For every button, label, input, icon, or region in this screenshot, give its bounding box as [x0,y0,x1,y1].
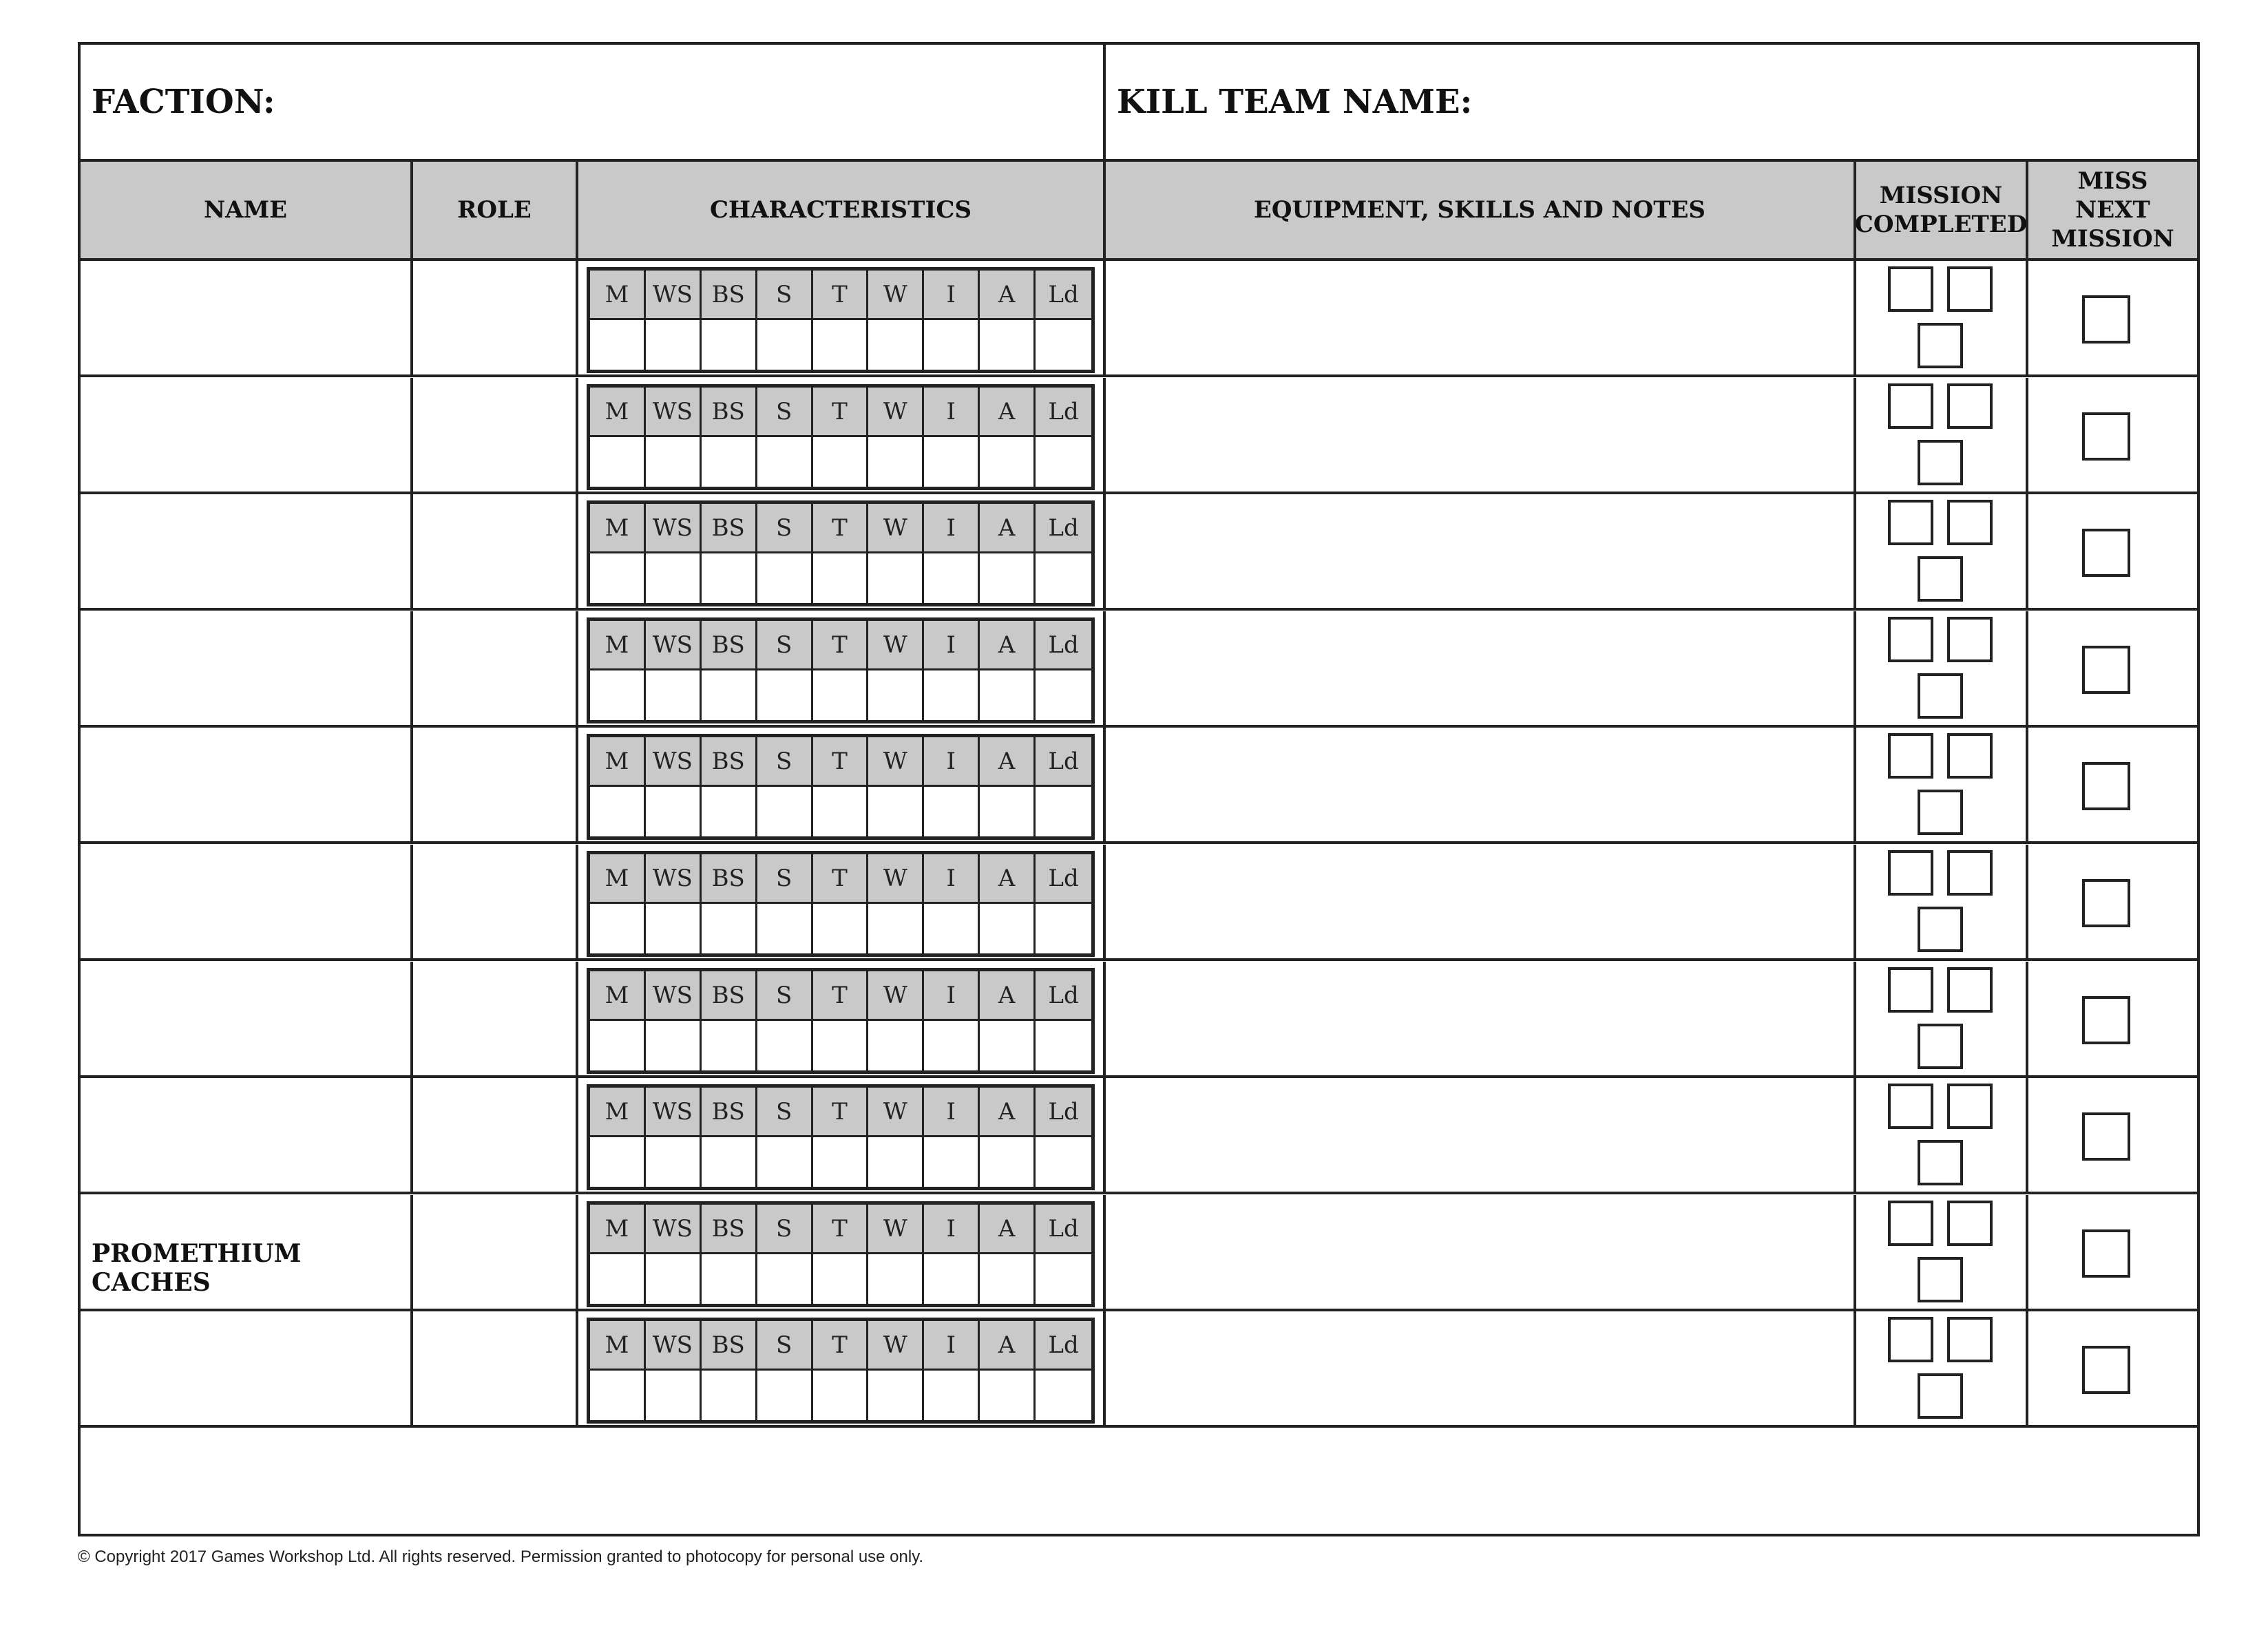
stat-value-field[interactable] [590,1137,646,1187]
equipment-notes-field[interactable] [1106,728,1856,841]
stat-value-field[interactable] [646,320,702,370]
stat-label: I [924,737,980,787]
column-header-characteristics: CHARACTERISTICS [578,162,1106,258]
stat-value-field[interactable] [1036,904,1091,953]
miss-next-mission-checkbox[interactable] [2082,646,2130,694]
stat-label: T [813,1321,869,1371]
stats-grid [587,968,1095,1074]
column-header-name: NAME [81,162,413,258]
stat-value-field[interactable] [757,553,813,603]
stat-label: W [868,971,924,1021]
miss-next-mission-cell [2028,845,2197,958]
copyright-notice: © Copyright 2017 Games Workshop Ltd. All rights reserved. Permission granted to photocopy for personal use only. [78,1547,924,1566]
stat-label: WS [646,1205,702,1254]
mission-completed-checkbox[interactable] [1947,500,1993,545]
mission-completed-checkbox[interactable] [1947,617,1993,662]
stat-label: W [868,504,924,553]
stat-label: W [868,621,924,670]
stat-label: S [757,621,813,670]
faction-field[interactable] [81,45,1106,159]
mission-completed-checkbox[interactable] [1918,1140,1963,1185]
stat-label: BS [702,504,757,553]
stat-value-field[interactable] [868,437,924,487]
miss-next-mission-cell [2028,962,2197,1075]
stat-label: BS [702,737,757,787]
stat-value-field[interactable] [813,787,869,836]
stat-value-field[interactable] [1036,670,1091,720]
stat-value-field[interactable] [757,787,813,836]
stat-label: M [590,621,646,670]
stat-label: S [757,1088,813,1137]
table-row [81,728,2197,844]
stat-value-field[interactable] [924,904,980,953]
stat-value-field[interactable] [980,1371,1036,1420]
stat-value-field[interactable] [813,670,869,720]
stat-label: WS [646,504,702,553]
stat-value-field[interactable] [813,1371,869,1420]
miss-next-mission-cell [2028,261,2197,374]
stat-label: Ld [1036,388,1091,437]
name-field[interactable] [81,845,413,958]
stat-label: BS [702,621,757,670]
stat-value-field[interactable] [1036,1137,1091,1187]
miss-next-mission-checkbox[interactable] [2082,996,2130,1044]
stat-value-field[interactable] [813,1021,869,1070]
stat-value-field[interactable] [868,553,924,603]
stat-label: W [868,854,924,904]
stat-label: M [590,737,646,787]
stat-value-field[interactable] [646,1371,702,1420]
stat-value-field[interactable] [1036,1021,1091,1070]
stat-label: Ld [1036,1205,1091,1254]
stat-value-field[interactable] [757,320,813,370]
role-field[interactable] [413,494,578,608]
stat-value-field[interactable] [646,1137,702,1187]
stat-label: BS [702,1321,757,1371]
stat-label: W [868,1205,924,1254]
mission-completed-checkbox[interactable] [1888,850,1933,896]
stat-label: WS [646,388,702,437]
table-row [81,845,2197,961]
stat-label: BS [702,971,757,1021]
stat-value-field[interactable] [757,1137,813,1187]
stat-label: A [980,271,1036,320]
table-row [81,494,2197,611]
stat-label: M [590,388,646,437]
equipment-notes-field[interactable] [1106,962,1856,1075]
stat-label: S [757,504,813,553]
stat-value-field[interactable] [1036,787,1091,836]
stat-label: Ld [1036,271,1091,320]
mission-completed-checkbox[interactable] [1888,733,1933,779]
stat-value-field[interactable] [757,437,813,487]
stat-label: T [813,504,869,553]
name-field[interactable] [81,962,413,1075]
role-field[interactable] [413,611,578,725]
characteristics-cell [578,1311,1106,1425]
miss-next-mission-cell [2028,1078,2197,1192]
stat-value-field[interactable] [980,320,1036,370]
stat-value-field[interactable] [868,670,924,720]
stat-label: W [868,388,924,437]
stat-label: Ld [1036,1321,1091,1371]
stat-label: Ld [1036,504,1091,553]
stat-value-field[interactable] [757,670,813,720]
stat-value-field[interactable] [868,904,924,953]
table-row [81,962,2197,1078]
stat-value-field[interactable] [813,320,869,370]
stat-label: S [757,388,813,437]
miss-next-mission-cell [2028,728,2197,841]
stat-value-field[interactable] [702,553,757,603]
column-header-role: ROLE [413,162,578,258]
name-field[interactable] [81,1311,413,1425]
stat-value-field[interactable] [813,553,869,603]
mission-completed-cell [1856,494,2028,608]
stat-label: S [757,854,813,904]
promethium-caches-row [81,1208,2197,1327]
equipment-notes-field[interactable] [1106,845,1856,958]
stat-label: Ld [1036,854,1091,904]
stat-value-field[interactable] [702,1137,757,1187]
miss-next-mission-checkbox[interactable] [2082,762,2130,810]
characteristics-cell [578,261,1106,374]
stat-value-field[interactable] [702,1021,757,1070]
stat-value-field[interactable] [980,437,1036,487]
stat-label: M [590,1321,646,1371]
stat-label: T [813,737,869,787]
stat-label: A [980,621,1036,670]
stat-value-field[interactable] [924,320,980,370]
characteristics-cell [578,494,1106,608]
mission-completed-checkbox[interactable] [1888,383,1933,429]
stat-label: S [757,271,813,320]
stat-label: S [757,1205,813,1254]
stat-label: M [590,854,646,904]
stat-label: S [757,737,813,787]
stat-value-field[interactable] [980,553,1036,603]
mission-completed-checkbox[interactable] [1918,1024,1963,1069]
stat-value-field[interactable] [980,1137,1036,1187]
mission-completed-cell [1856,1311,2028,1425]
stats-grid [587,1318,1095,1424]
stat-value-field[interactable] [757,1371,813,1420]
stat-value-field[interactable] [868,1371,924,1420]
stat-value-field[interactable] [1036,437,1091,487]
stat-label: BS [702,1205,757,1254]
stat-value-field[interactable] [1036,553,1091,603]
table-row [81,611,2197,728]
stat-label: Ld [1036,737,1091,787]
role-field[interactable] [413,962,578,1075]
stat-label: M [590,271,646,320]
stat-label: W [868,1321,924,1371]
column-header-row [81,162,2197,261]
mission-completed-checkbox[interactable] [1918,440,1963,485]
stat-label: BS [702,854,757,904]
mission-completed-cell [1856,378,2028,492]
stats-grid [587,617,1095,723]
stat-label: WS [646,854,702,904]
stat-value-field[interactable] [924,1021,980,1070]
miss-next-mission-checkbox[interactable] [2082,1112,2130,1161]
stat-value-field[interactable] [924,787,980,836]
mission-completed-checkbox[interactable] [1918,907,1963,952]
stat-label: W [868,271,924,320]
stat-label: I [924,271,980,320]
stat-label: WS [646,621,702,670]
miss-next-mission-cell [2028,611,2197,725]
stat-label: I [924,504,980,553]
stat-value-field[interactable] [646,787,702,836]
mission-completed-cell [1856,261,2028,374]
miss-next-mission-checkbox[interactable] [2082,412,2130,461]
equipment-notes-field[interactable] [1106,378,1856,492]
name-field[interactable] [81,378,413,492]
stats-grid [587,1084,1095,1190]
mission-completed-checkbox[interactable] [1888,266,1933,312]
role-field[interactable] [413,378,578,492]
mission-completed-checkbox[interactable] [1947,967,1993,1013]
mission-completed-cell [1856,611,2028,725]
stat-value-field[interactable] [924,1137,980,1187]
promethium-caches-label: PROMETHIUM CACHES [81,1208,413,1327]
faction-label: FACTION: [92,83,275,121]
miss-next-mission-checkbox[interactable] [2082,295,2130,344]
stat-value-field[interactable] [868,1137,924,1187]
stat-label: I [924,1205,980,1254]
stat-value-field[interactable] [813,904,869,953]
mission-completed-checkbox[interactable] [1918,323,1963,368]
stat-label: T [813,854,869,904]
stat-label: A [980,854,1036,904]
stat-value-field[interactable] [646,437,702,487]
stat-value-field[interactable] [702,437,757,487]
stat-label: I [924,854,980,904]
stat-value-field[interactable] [590,553,646,603]
mission-completed-checkbox[interactable] [1947,266,1993,312]
stat-value-field[interactable] [590,437,646,487]
mission-completed-checkbox[interactable] [1947,1084,1993,1129]
stat-label: W [868,737,924,787]
stat-value-field[interactable] [590,670,646,720]
stat-value-field[interactable] [590,787,646,836]
stat-value-field[interactable] [980,670,1036,720]
stats-grid [587,851,1095,957]
stat-value-field[interactable] [590,904,646,953]
stat-label: A [980,388,1036,437]
stat-value-field[interactable] [924,437,980,487]
promethium-caches-field[interactable] [413,1208,1106,1327]
mission-completed-checkbox[interactable] [1888,1084,1933,1129]
stat-label: WS [646,1088,702,1137]
stat-label: A [980,737,1036,787]
stat-label: BS [702,271,757,320]
mission-completed-checkbox[interactable] [1947,733,1993,779]
role-field[interactable] [413,728,578,841]
stat-value-field[interactable] [924,1371,980,1420]
mission-completed-cell [1856,845,2028,958]
equipment-notes-field[interactable] [1106,1311,1856,1425]
column-header-mission-completed: MISSION COMPLETED [1856,162,2028,258]
stat-value-field[interactable] [590,1021,646,1070]
stat-value-field[interactable] [1036,1371,1091,1420]
column-header-equipment: EQUIPMENT, SKILLS AND NOTES [1106,162,1856,258]
stat-label: Ld [1036,1088,1091,1137]
mission-completed-cell [1856,728,2028,841]
stat-label: S [757,1321,813,1371]
stat-value-field[interactable] [757,904,813,953]
stat-value-field[interactable] [702,670,757,720]
stats-grid [587,384,1095,490]
equipment-notes-field[interactable] [1106,611,1856,725]
stat-label: W [868,1088,924,1137]
stat-value-field[interactable] [813,1137,869,1187]
name-field[interactable] [81,728,413,841]
role-field[interactable] [413,1078,578,1192]
stat-label: T [813,388,869,437]
stat-label: T [813,1088,869,1137]
name-field[interactable] [81,261,413,374]
mission-completed-checkbox[interactable] [1918,1373,1963,1419]
mission-completed-checkbox[interactable] [1888,617,1933,662]
mission-completed-checkbox[interactable] [1947,383,1993,429]
stat-value-field[interactable] [702,787,757,836]
stat-value-field[interactable] [924,670,980,720]
stat-label: A [980,1088,1036,1137]
mission-completed-checkbox[interactable] [1918,556,1963,602]
name-field[interactable] [81,611,413,725]
table-row [81,1311,2197,1428]
stat-label: A [980,1205,1036,1254]
stat-label: I [924,621,980,670]
stat-value-field[interactable] [868,787,924,836]
stat-value-field[interactable] [646,1021,702,1070]
equipment-notes-field[interactable] [1106,1078,1856,1192]
stat-value-field[interactable] [1036,320,1091,370]
table-row [81,261,2197,377]
stat-label: BS [702,1088,757,1137]
stats-grid [587,500,1095,606]
stat-label: T [813,271,869,320]
mission-completed-cell [1856,1078,2028,1192]
stat-label: M [590,1205,646,1254]
stats-grid [587,267,1095,373]
stat-value-field[interactable] [590,320,646,370]
stat-value-field[interactable] [646,553,702,603]
stat-label: M [590,971,646,1021]
column-header-miss-next-mission: MISS NEXT MISSION [2051,167,2174,253]
characteristics-cell [578,378,1106,492]
characteristics-cell [578,728,1106,841]
stat-value-field[interactable] [980,904,1036,953]
name-field[interactable] [81,1078,413,1192]
stat-label: WS [646,971,702,1021]
mission-completed-checkbox[interactable] [1947,850,1993,896]
mission-completed-checkbox[interactable] [1888,967,1933,1013]
kill-team-name-field[interactable] [1106,45,2197,159]
stat-value-field[interactable] [702,320,757,370]
stat-label: T [813,621,869,670]
role-field[interactable] [413,845,578,958]
mission-completed-cell [1856,962,2028,1075]
equipment-notes-field[interactable] [1106,261,1856,374]
stat-value-field[interactable] [868,320,924,370]
stat-value-field[interactable] [702,1371,757,1420]
miss-next-mission-cell [2028,378,2197,492]
mission-completed-checkbox[interactable] [1918,673,1963,719]
miss-next-mission-cell [2028,494,2197,608]
stat-value-field[interactable] [590,1371,646,1420]
mission-completed-checkbox[interactable] [1918,790,1963,835]
role-field[interactable] [413,1311,578,1425]
stat-label: A [980,504,1036,553]
role-field[interactable] [413,261,578,374]
stat-value-field[interactable] [980,1021,1036,1070]
table-row [81,1078,2197,1194]
stat-value-field[interactable] [924,553,980,603]
stat-value-field[interactable] [868,1021,924,1070]
stat-label: T [813,971,869,1021]
stat-value-field[interactable] [702,904,757,953]
stat-label: A [980,971,1036,1021]
stat-label: I [924,1321,980,1371]
mission-completed-checkbox[interactable] [1888,500,1933,545]
stat-label: A [980,1321,1036,1371]
miss-next-mission-checkbox[interactable] [2082,1346,2130,1394]
miss-next-mission-checkbox[interactable] [2082,879,2130,927]
stat-label: I [924,971,980,1021]
table-row [81,378,2197,494]
kill-team-name-label: KILL TEAM NAME: [1117,83,1473,121]
stat-value-field[interactable] [646,904,702,953]
equipment-notes-field[interactable] [1106,494,1856,608]
miss-next-mission-cell [2028,1311,2197,1425]
roster-sheet [78,42,2200,1536]
stat-label: WS [646,271,702,320]
miss-next-mission-checkbox[interactable] [2082,529,2130,577]
characteristics-cell [578,845,1106,958]
stat-label: M [590,1088,646,1137]
stat-label: S [757,971,813,1021]
stat-label: WS [646,1321,702,1371]
stat-label: WS [646,737,702,787]
characteristics-cell [578,962,1106,1075]
name-field[interactable] [81,494,413,608]
promethium-notes-field[interactable] [1106,1208,2197,1327]
stat-label: T [813,1205,869,1254]
stat-label: Ld [1036,971,1091,1021]
stat-value-field[interactable] [813,437,869,487]
stats-grid [587,734,1095,840]
stat-label: I [924,1088,980,1137]
stat-value-field[interactable] [980,787,1036,836]
stat-label: BS [702,388,757,437]
stat-label: M [590,504,646,553]
sheet-header [81,45,2197,162]
stat-value-field[interactable] [757,1021,813,1070]
characteristics-cell [578,1078,1106,1192]
stat-value-field[interactable] [646,670,702,720]
characteristics-cell [578,611,1106,725]
stat-label: I [924,388,980,437]
stat-label: Ld [1036,621,1091,670]
